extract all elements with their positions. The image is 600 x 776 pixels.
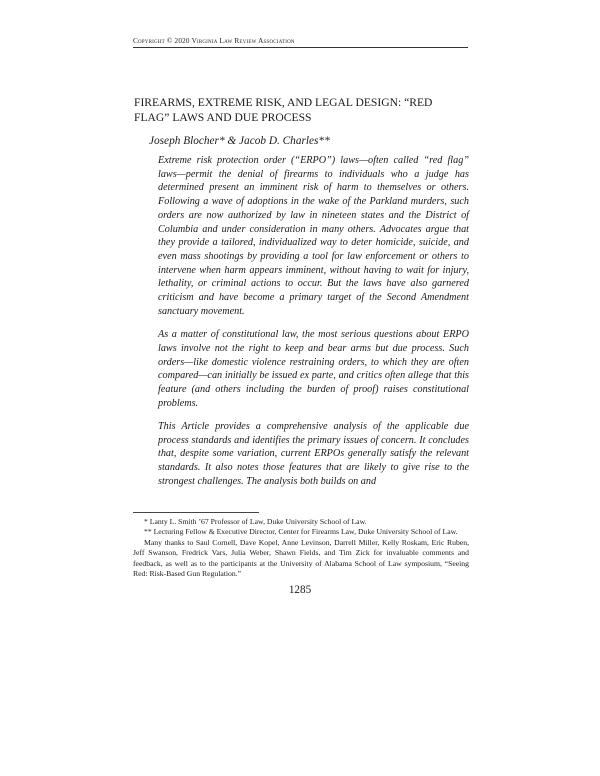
abstract [158, 154, 469, 498]
article-authors: Joseph Blocher* & Jacob D. Charles** [149, 135, 330, 147]
footnote: ** Lecturing Fellow & Executive Director, Center for Firearms Law, Duke University School of Law. [144, 527, 458, 537]
page-number: 1285 [288, 584, 312, 596]
footnotes [133, 517, 469, 579]
article-title: FIREARMS, EXTREME RISK, AND LEGAL DESIGN: “RED FLAG” LAWS AND DUE PROCESS [134, 96, 433, 124]
copyright-header: Copyright © 2020 Virginia Law Review Association [133, 37, 295, 45]
abstract-paragraph: Extreme risk protection order (“ERPO”) laws—often called “red flag” laws—permit the denial of firearms to individuals who a judge has determined present an imminent risk of harm to themselves or others. Following a wave of adoptions in the wake of the Parkland murders, such orders are now authorized by law in nineteen states and the District of Columbia and under consideration in many others. Advocates argue that they provide a tailored, individualized way to deter homicide, suicide, and even mass shootings by providing a tool for law enforcement or others to intervene when harm appears imminent, without having to wait for injury, lethality, or criminal actions to occur. But the laws have also garnered criticism and have become a primary target of the Second Amendment sanctuary movement. [158, 155, 469, 317]
footnote: * Lanty L. Smith ’67 Professor of Law, Duke University School of Law. [144, 517, 367, 526]
abstract-paragraph: This Article provides a comprehensive analysis of the applicable due process standards and identifies the primary issues of concern. It concludes that, despite some variation, current ERPOs generally satisfy the relevant standards. It also notes those features that are likely to give rise to the strongest challenges. The analysis both builds on and [158, 421, 469, 487]
abstract-paragraph: As a matter of constitutional law, the most serious questions about ERPO laws involve not the right to keep and bear arms but due process. Such orders—like domestic violence restraining orders, to which they are often compared—can initially be issued ex parte, and critics often allege that this feature (and others including the burden of proof) raises constitutional problems. [158, 329, 469, 409]
footnote-divider [133, 512, 259, 513]
footnote: Many thanks to Saul Cornell, Dave Kopel, Anne Levinson, Darrell Miller, Kelly Roskam, Eric Ruben, Jeff Swanson, Fredrick Vars, Julia Weber, Shawn Fields, and Tim Zick for invaluable comments and feedback, as well as to the participants at the University of Alabama School of Law symposium, “Seeing Red: Risk-Based Gun Regulation.” [133, 537, 469, 579]
header-divider [133, 47, 468, 48]
